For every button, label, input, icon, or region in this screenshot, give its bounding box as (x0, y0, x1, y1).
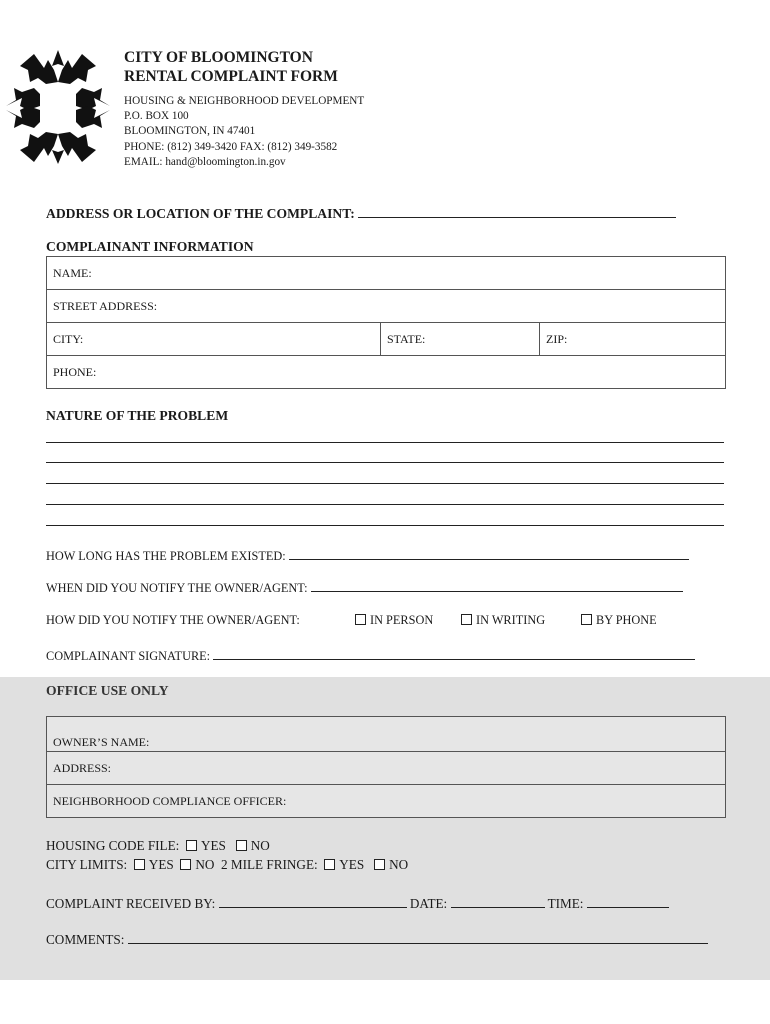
when-notify-row: WHEN DID YOU NOTIFY THE OWNER/AGENT: (46, 579, 683, 596)
in-person-option[interactable]: IN PERSON (355, 613, 433, 628)
city-limits-yes-checkbox[interactable] (134, 859, 145, 870)
street-address-field[interactable]: STREET ADDRESS: (47, 290, 726, 323)
name-field[interactable]: NAME: (47, 257, 726, 290)
housing-code-no-checkbox[interactable] (236, 840, 247, 851)
complainant-heading: COMPLAINANT INFORMATION (46, 239, 254, 254)
zip-field[interactable]: ZIP: (540, 323, 726, 356)
problem-line-2[interactable] (46, 462, 724, 463)
by-phone-checkbox[interactable] (581, 614, 592, 625)
fringe-yes-checkbox[interactable] (324, 859, 335, 870)
address-location-field[interactable] (358, 205, 676, 218)
received-by-field[interactable] (219, 895, 407, 908)
problem-line-3[interactable] (46, 483, 724, 484)
owner-address-field[interactable]: ADDRESS: (47, 752, 726, 785)
department-contact-info: HOUSING & NEIGHBORHOOD DEVELOPMENT P.O. BOX 100 BLOOMINGTON, IN 47401 PHONE: (812) 349-3420 FAX: (812) 349-3582 EMAIL: hand@bloomington.in.gov (124, 95, 365, 168)
office-table (46, 716, 726, 818)
city-limits-row: CITY LIMITS: YES NO 2 MILE FRINGE: YES NO (46, 857, 409, 872)
comments-row: COMMENTS: (46, 931, 708, 948)
owner-name-field[interactable]: OWNER’S NAME: (47, 717, 726, 752)
compliance-officer-field[interactable]: NEIGHBORHOOD COMPLIANCE OFFICER: (47, 785, 726, 818)
signature-field[interactable] (213, 647, 695, 660)
problem-line-4[interactable] (46, 504, 724, 505)
in-writing-option[interactable]: IN WRITING (461, 613, 545, 628)
date-field[interactable] (451, 895, 545, 908)
time-field[interactable] (587, 895, 669, 908)
form-title: CITY OF BLOOMINGTON RENTAL COMPLAINT FORM (124, 49, 338, 85)
office-use-heading: OFFICE USE ONLY (46, 683, 169, 698)
received-by-row: COMPLAINT RECEIVED BY: DATE: TIME: (46, 895, 669, 912)
phone-field[interactable]: PHONE: (47, 356, 726, 389)
in-person-checkbox[interactable] (355, 614, 366, 625)
how-long-field[interactable] (289, 547, 689, 560)
nature-of-problem-heading: NATURE OF THE PROBLEM (46, 408, 229, 423)
address-location-label: ADDRESS OR LOCATION OF THE COMPLAINT: (46, 206, 355, 221)
when-notify-field[interactable] (311, 579, 683, 592)
housing-code-yes-checkbox[interactable] (186, 840, 197, 851)
signature-row: COMPLAINANT SIGNATURE: (46, 647, 695, 664)
how-long-row: HOW LONG HAS THE PROBLEM EXISTED: (46, 547, 689, 564)
city-limits-no-checkbox[interactable] (180, 859, 191, 870)
housing-code-row: HOUSING CODE FILE: YES NO (46, 838, 270, 853)
how-notify-row: HOW DID YOU NOTIFY THE OWNER/AGENT: (46, 613, 300, 627)
by-phone-option[interactable]: BY PHONE (581, 613, 657, 628)
comments-field[interactable] (128, 931, 708, 944)
address-location-row (46, 205, 676, 222)
problem-line-1[interactable] (46, 442, 724, 443)
state-field[interactable]: STATE: (381, 323, 540, 356)
fringe-no-checkbox[interactable] (374, 859, 385, 870)
complainant-table (46, 256, 726, 389)
city-field[interactable]: CITY: (47, 323, 381, 356)
in-writing-checkbox[interactable] (461, 614, 472, 625)
city-logo-icon (4, 48, 112, 166)
problem-line-5[interactable] (46, 525, 724, 526)
